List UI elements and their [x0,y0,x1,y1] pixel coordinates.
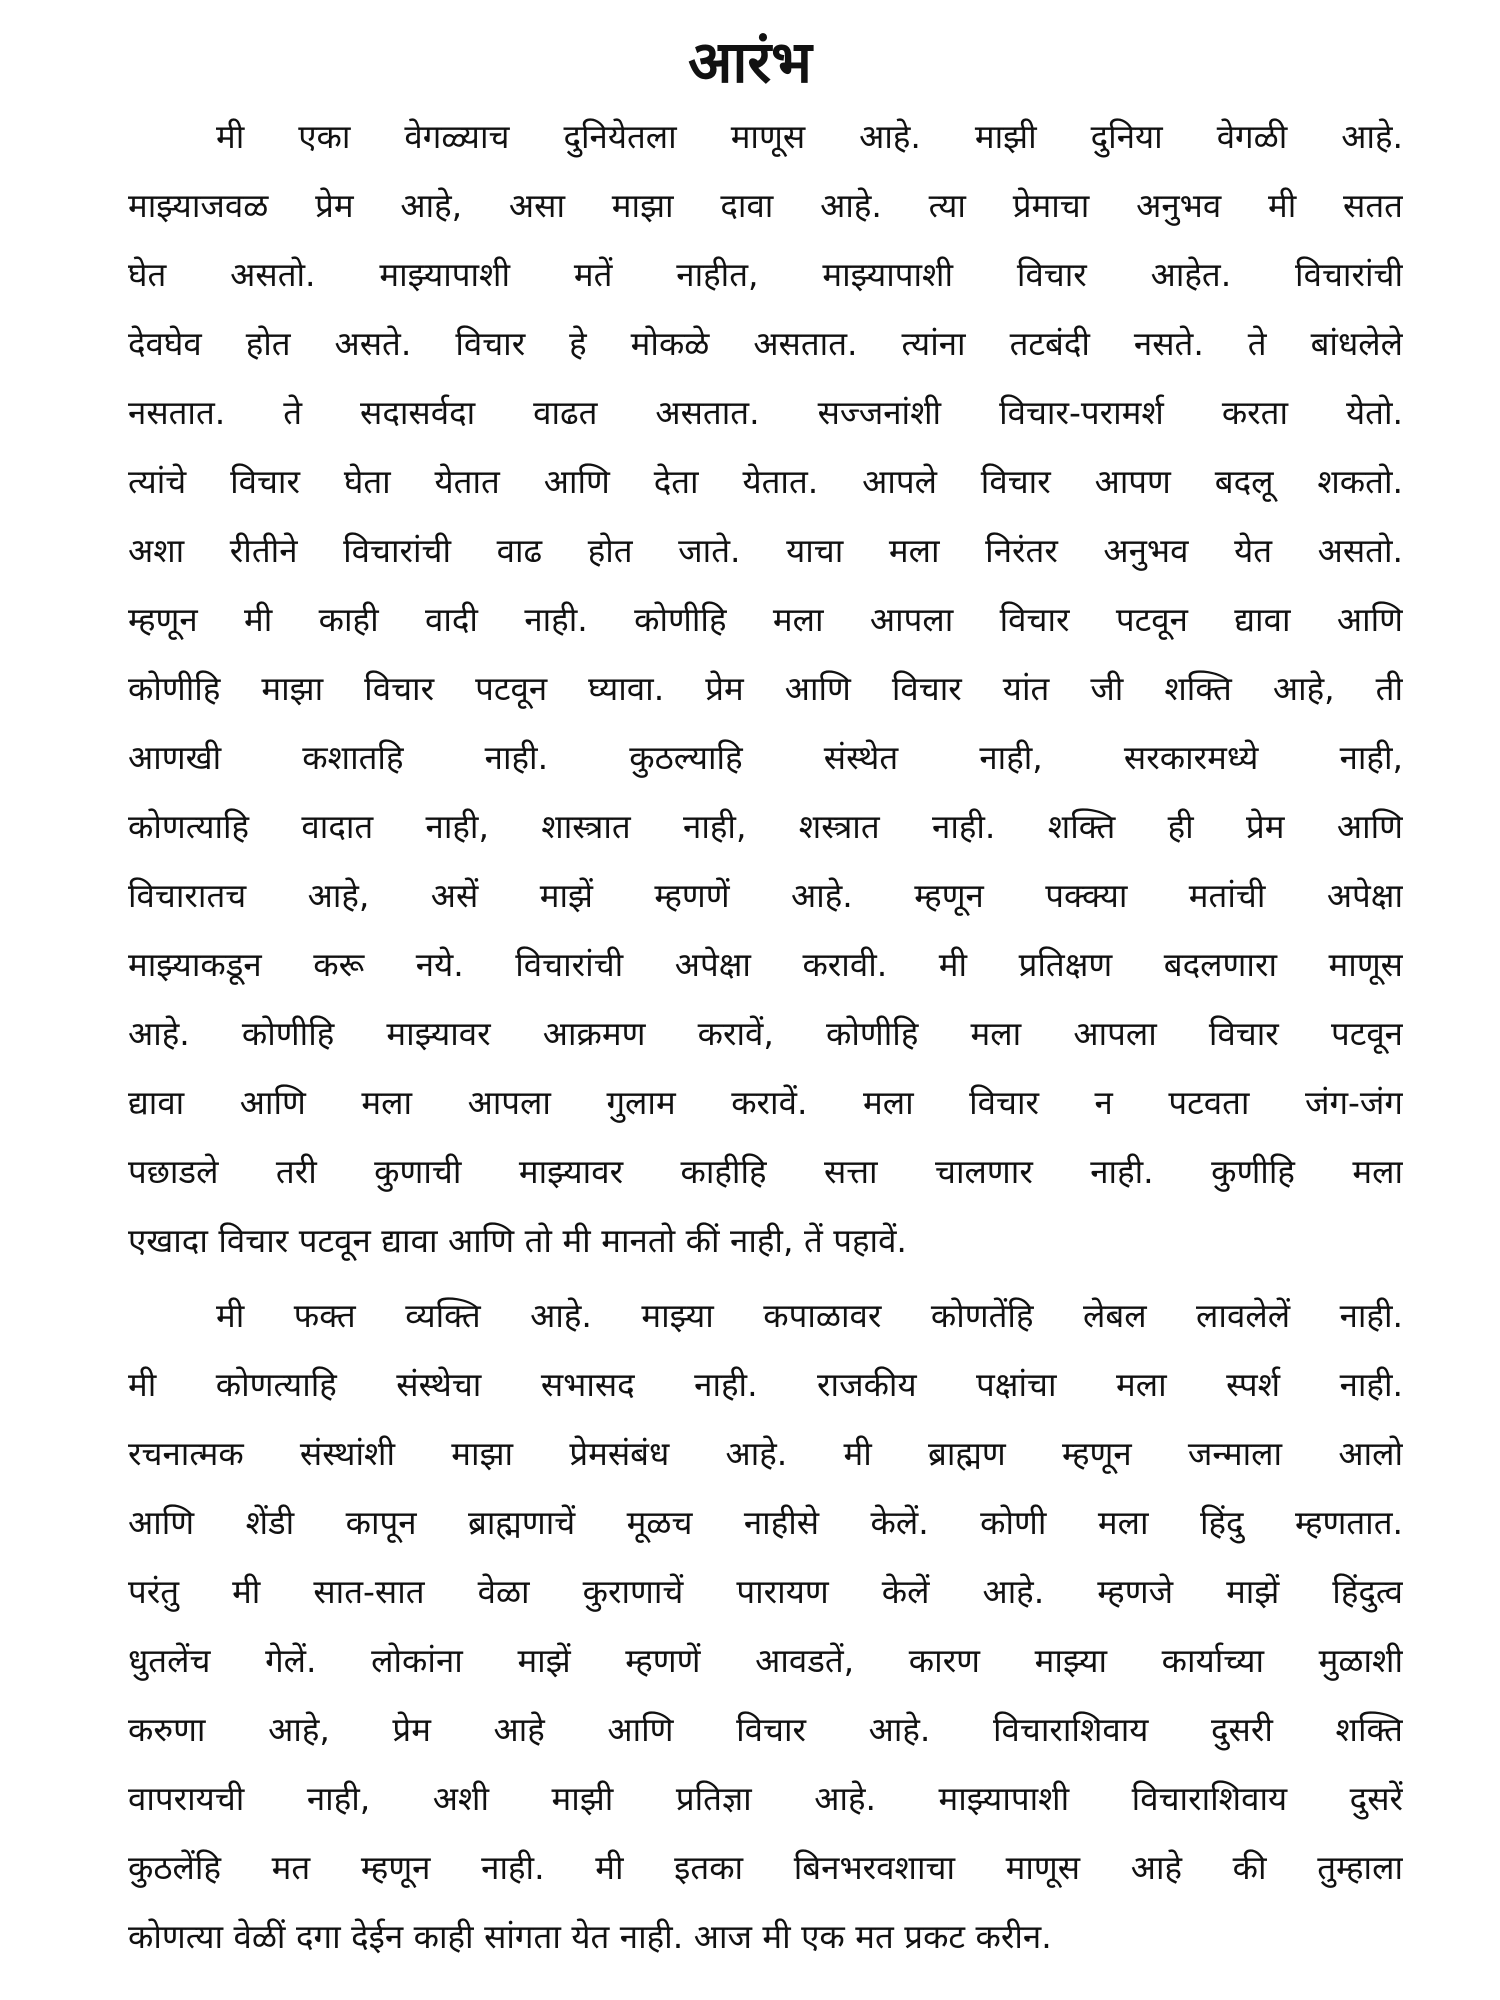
text-line: मी एका वेगळ्याच दुनियेतला माणूस आहे. माझी दुनिया वेगळी आहे. [216,117,1403,156]
paragraph-1 [128,102,1403,1275]
text-line: आणि शेंडी कापून ब्राह्मणाचें मूळच नाहीसे केलें. कोणी मला हिंदु म्हणतात. [128,1503,1403,1542]
paragraph-2 [128,1281,1403,1971]
text-line: देवघेव होत असते. विचार हे मोकळे असतात. त्यांना तटबंदी नसते. ते बांधलेले [128,324,1403,363]
text-line: कोणत्या वेळीं दगा देईन काही सांगता येत नाही. आज मी एक मत प्रकट करीन. [128,1917,1052,1956]
text-line: अशा रीतीने विचारांची वाढ होत जाते. याचा मला निरंतर अनुभव येत असतो. [128,531,1403,570]
page-title: आरंभ [688,28,812,96]
text-line: रचनात्मक संस्थांशी माझा प्रेमसंबंध आहे. मी ब्राह्मण म्हणून जन्माला आलो [128,1434,1403,1473]
text-line: घेत असतो. माझ्यापाशी मतें नाहीत, माझ्यापाशी विचार आहेत. विचारांची [128,255,1403,294]
text-line: नसतात. ते सदासर्वदा वाढत असतात. सज्जनांशी विचार-परामर्श करता येतो. [128,393,1403,432]
text-line: मी कोणत्याहि संस्थेचा सभासद नाही. राजकीय पक्षांचा मला स्पर्श नाही. [128,1365,1403,1404]
text-line: आहे. कोणीहि माझ्यावर आक्रमण करावें, कोणीहि मला आपला विचार पटवून [128,1014,1403,1053]
text-line: कुठलेंहि मत म्हणून नाही. मी इतका बिनभरवशाचा माणूस आहे की तुम्हाला [128,1848,1403,1887]
text-line: त्यांचे विचार घेता येतात आणि देता येतात. आपले विचार आपण बदलू शकतो. [128,462,1403,501]
text-line: आणखी कशातहि नाही. कुठल्याहि संस्थेत नाही, सरकारमध्ये नाही, [128,738,1403,777]
text-line: पछाडले तरी कुणाची माझ्यावर काहीहि सत्ता चालणार नाही. कुणीहि मला [128,1152,1403,1191]
text-line: म्हणून मी काही वादी नाही. कोणीहि मला आपला विचार पटवून द्यावा आणि [128,600,1403,639]
text-line: परंतु मी सात-सात वेळा कुराणाचें पारायण केलें आहे. म्हणजे माझें हिंदुत्व [128,1572,1403,1611]
text-line: करुणा आहे, प्रेम आहे आणि विचार आहे. विचाराशिवाय दुसरी शक्ति [128,1710,1403,1749]
text-line: कोणत्याहि वादात नाही, शास्त्रात नाही, शस्त्रात नाही. शक्ति ही प्रेम आणि [128,807,1403,846]
text-line: द्यावा आणि मला आपला गुलाम करावें. मला विचार न पटवता जंग-जंग [128,1083,1403,1122]
text-line: वापरायची नाही, अशी माझी प्रतिज्ञा आहे. माझ्यापाशी विचाराशिवाय दुसरें [128,1779,1403,1818]
text-line: माझ्याकडून करू नये. विचारांची अपेक्षा करावी. मी प्रतिक्षण बदलणारा माणूस [128,945,1403,984]
text-line: विचारातच आहे, असें माझें म्हणणें आहे. म्हणून पक्क्या मतांची अपेक्षा [128,876,1403,915]
text-line: मी फक्त व्यक्ति आहे. माझ्या कपाळावर कोणतेंहि लेबल लावलेलें नाही. [216,1296,1403,1335]
text-line: एखादा विचार पटवून द्यावा आणि तो मी मानतो कीं नाही, तें पहावें. [128,1221,907,1260]
text-line: माझ्याजवळ प्रेम आहे, असा माझा दावा आहे. त्या प्रेमाचा अनुभव मी सतत [128,186,1403,225]
text-line: धुतलेंच गेलें. लोकांना माझें म्हणणें आवडतें, कारण माझ्या कार्याच्या मुळाशी [128,1641,1403,1680]
text-line: कोणीहि माझा विचार पटवून घ्यावा. प्रेम आणि विचार यांत जी शक्ति आहे, ती [128,669,1403,708]
